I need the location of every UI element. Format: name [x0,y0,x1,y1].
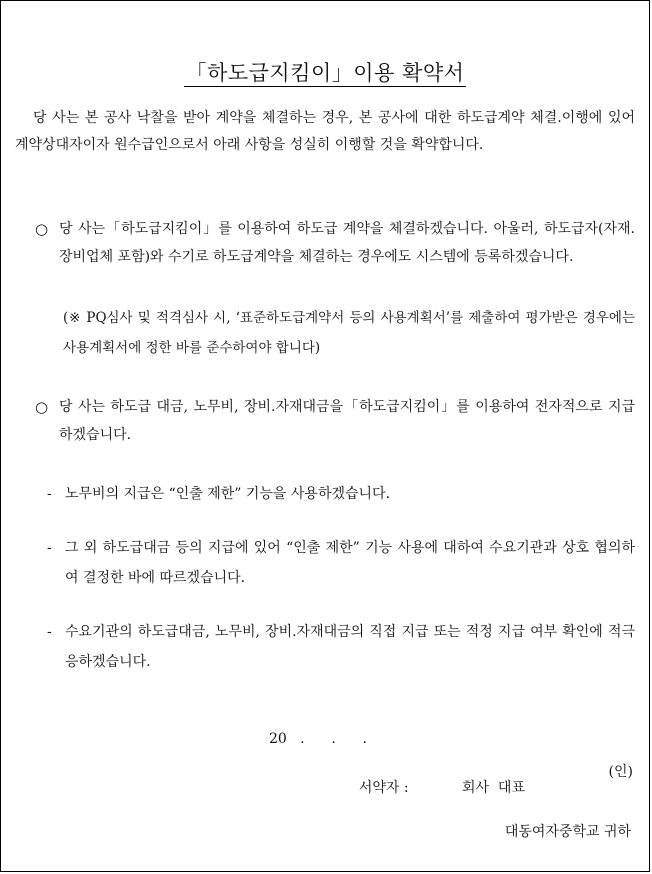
sub-item-1 [47,479,635,509]
seal-mark: (인) [608,764,633,780]
circle-bullet-icon: ○ [35,398,49,416]
clause-1-text: 당 사는「하도급지킴이」를 이용하여 하도급 계약을 체결하겠습니다. 아울러, 하도급자(자재.장비업체 포함)와 수기로 하도급계약을 체결하는 경우에도 시스템에 등록하겠습니다. [59,221,635,265]
sub-item-2 [47,533,635,593]
sub-item-1-text: 노무비의 지급은 “인출 제한” 기능을 사용하겠습니다. [65,486,391,502]
title-text: 「하도급지킴이」이용 확약서 [185,61,465,85]
date-line: 20 . . . [269,731,367,747]
sub-item-3 [47,617,635,677]
dash-bullet-icon: - [47,486,52,502]
clause-1 [35,215,635,271]
signature-line [341,761,633,829]
sub-item-2-text: 그 외 하도급대금 등의 지급에 있어 “인출 제한” 기능 사용에 대하여 수요기관과 상호 협의하여 결정한 바에 따르겠습니다. [65,540,635,586]
sub-item-3-text: 수요기관의 하도급대금, 노무비, 장비.자재대금의 직접 지급 또는 적정 지급 여부 확인에 적극 응하겠습니다. [65,624,635,670]
document-title [1,57,649,87]
intro-paragraph: 당 사는 본 공사 낙찰을 받아 계약을 체결하는 경우, 본 공사에 대한 하도급계약 체결.이행에 있어 계약상대자이자 원수급인으로서 아래 사항을 성실히 이행할 것을 확약합니다. [15,110,635,153]
clause-2-text: 당 사는 하도급 대금, 노무비, 장비.자재대금을「하도급지킴이」를 이용하여 전자적으로 지급하겠습니다. [59,399,635,443]
circle-bullet-icon: ○ [35,220,49,238]
dash-bullet-icon: - [47,540,52,556]
company-representative: 회사 대표 [461,780,525,796]
signer-label: 서약자 : [358,780,409,796]
clause-2 [35,393,635,449]
recipient: 대동여자중학교 귀하 [504,824,631,840]
clause-1-note: (※ PQ심사 및 적격심사 시, ‘표준하도급계약서 등의 사용계획서’를 제출하여 평가받은 경우에는 사용계획서에 정한 바를 준수하여야 합니다) [63,310,635,356]
dash-bullet-icon: - [47,624,52,640]
